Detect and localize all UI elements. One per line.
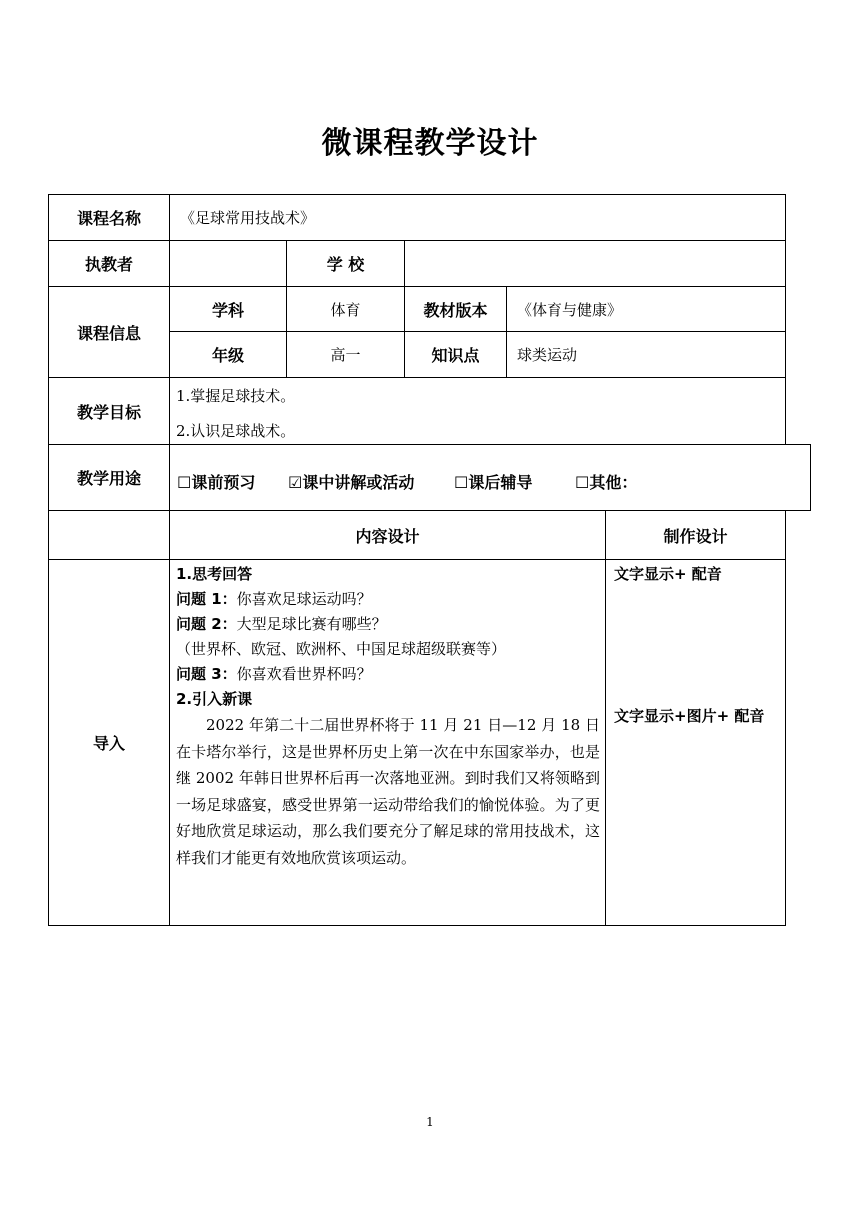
- production-note-2: 文字显示+图片+ 配音: [614, 707, 765, 725]
- goals-label: 教学目标: [76, 402, 141, 422]
- subject-value: 体育: [330, 300, 361, 319]
- teacher-label: 执教者: [84, 255, 133, 274]
- usage-option-preview: ☐课前预习: [177, 473, 256, 492]
- section1-title: 1.思考回答: [176, 565, 253, 583]
- question-3: 问题 3：你喜欢看世界杯吗？: [176, 665, 372, 683]
- production-note-1: 文字显示+ 配音: [614, 565, 722, 583]
- question-2-answer: （世界杯、欧冠、欧洲杯、中国足球超级联赛等）: [176, 640, 507, 658]
- page-title: 微课程教学设计: [321, 126, 539, 161]
- content-design-header: 内容设计: [355, 526, 420, 546]
- usage-label: 教学用途: [76, 469, 141, 488]
- school-value: [405, 241, 785, 286]
- course-info-label: 课程信息: [76, 323, 141, 343]
- question-2: 问题 2：大型足球比赛有哪些？: [176, 615, 387, 633]
- intro-label: 导入: [92, 734, 125, 753]
- grade-label: 年级: [211, 346, 244, 365]
- teacher-value: [170, 241, 286, 286]
- question-1: 问题 1：你喜欢足球运动吗？: [176, 590, 372, 608]
- knowledge-label: 知识点: [431, 346, 480, 365]
- page-number: 1: [426, 1115, 434, 1129]
- subject-label: 学科: [211, 300, 244, 320]
- grade-value: 高一: [330, 346, 361, 364]
- intro-paragraph: 2022 年第二十二届世界杯将于 11 月 21 日—12 月 18 日在卡塔尔举行，这是世界杯历史上第一次在中东国家举办，也是继 2002 年韩日世界杯后再一次落地亚洲。到时我们又将领略到一场足球盛宴，感受世界第一运动带给我们的愉悦体验。为了更好地欣赏足球运动，那么我们要充分了解足球的常用技战术，这样我们才能更有效地欣赏该项运动。: [176, 716, 600, 867]
- goal-item-2: 2.认识足球战术。: [176, 422, 296, 440]
- textbook-label: 教材版本: [423, 300, 488, 320]
- knowledge-value: 球类运动: [517, 346, 578, 364]
- school-label: 学 校: [326, 255, 365, 274]
- course-name-value: 《足球常用技战术》: [180, 209, 316, 227]
- intro-content: [176, 562, 600, 871]
- course-name-label: 课程名称: [76, 209, 141, 228]
- goal-item-1: 1.掌握足球技术。: [176, 387, 296, 405]
- section2-title: 2.引入新课: [176, 690, 253, 708]
- textbook-value: 《体育与健康》: [517, 300, 623, 319]
- usage-option-other: ☐其他：: [575, 473, 638, 492]
- usage-option-after-class: ☐课后辅导: [454, 473, 533, 492]
- production-design-header: 制作设计: [663, 526, 728, 546]
- usage-option-in-class: ☑课中讲解或活动: [288, 473, 415, 492]
